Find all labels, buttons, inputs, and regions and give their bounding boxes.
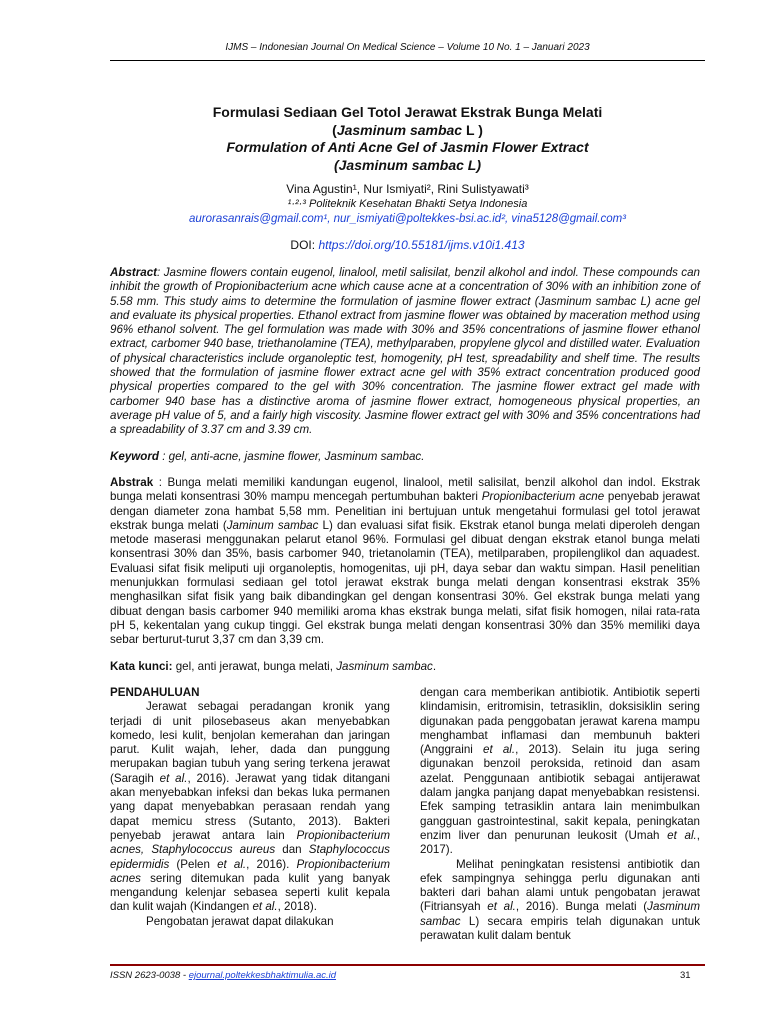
footer-issn: ISSN 2623-0038 - ejournal.poltekkesbhaktimulia.ac.id bbox=[110, 970, 337, 981]
keyword-text: : gel, anti-acne, jasmine flower, Jasminum sambac. bbox=[158, 450, 425, 463]
doi-line bbox=[110, 238, 705, 252]
author-names: Vina Agustin¹, Nur Ismiyati², Rini Sulistyawati³ bbox=[286, 182, 529, 196]
abstract-text: : Jasmine flowers contain eugenol, linalool, metil salisilat, benzil alkohol and indol. These compounds can inhibit the growth of Propionibacterium acne which cause acne at a concentration of 30% with an inhibition zone of 5.58 mm. This study aims to determine the formulation of jasmine flower extract (Jasminum sambac L) acne gel and evaluate its physical properties. Ethanol extract from jasmine flower was obtained by maceration method using 96% ethanol solvent. The gel formulation was made with 30% and 35% concentrations of jasmine flower ethanol extract, carbomer 940 base, triethanolamine (TEA), methylparaben, propylene glycol and distilled water. Evaluation of physical characteristics include organoleptic test, homogenity, pH test, spreadability and shelf time. The results showed that the formulation of jasmine flower extract acne gel with 35% extract concentration produced good physical properties compared to the gel with 30% concentration. The jasmine flower extract gel made with carbomer 940 base has a distinctive aroma of jasmine flower extract, homogeneous physical properties, an average pH value of 5, and a fairly high viscosity. Jasmine flower extract gel with 30% and 35% concentrations had a spreadability of 3.37 cm and 3.39 cm. bbox=[110, 266, 700, 437]
author-emails[interactable]: aurorasanrais@gmail.com¹, nur_ismiyati@poltekkes-bsi.ac.id², vina5128@gmail.com³ bbox=[188, 213, 627, 225]
author-block bbox=[110, 182, 705, 227]
title-line-1: Formulasi Sediaan Gel Totol Jerawat Ekstrak Bunga Melati bbox=[212, 104, 603, 120]
header-rule bbox=[110, 60, 705, 61]
title-line-4: (Jasminum sambac L) bbox=[333, 156, 482, 173]
paragraph: Melihat peningkatan resistensi antibiotik dan efek sampingnya sehingga perlu digunakan anti bakteri dari bahan alami untuk pengobatan jerawat (Fitriansyah et al., 2016). Bunga melati (Jasminum sambac L) secara empiris telah digunakan untuk perawatan kulit dalam bentuk bbox=[420, 857, 700, 943]
section-heading: PENDAHULUAN bbox=[110, 686, 200, 699]
keywords-indonesian: Kata kunci: gel, anti jerawat, bunga melati, Jasminum sambac. bbox=[110, 660, 437, 673]
title-line-3: Formulation of Anti Acne Gel of Jasmin Flower Extract bbox=[226, 139, 589, 155]
abstract-english bbox=[110, 266, 700, 438]
abstrak-label: Abstrak bbox=[110, 476, 154, 489]
body-column-right bbox=[420, 686, 700, 943]
kata-kunci-label: Kata kunci: bbox=[110, 660, 173, 673]
journal-link[interactable]: ejournal.poltekkesbhaktimulia.ac.id bbox=[188, 970, 337, 981]
paragraph: dengan cara memberikan antibiotik. Antibiotik seperti klindamisin, eritromisin, tetrasiklin, doksisiklin sering digunakan pada penggobatan jerawat karena mampu menghambat inflamasi dan membunuh bakteri (Anggraini et al., 2013). Selain itu juga sering digunakan benzoil peroksida, retinoid dan asam azelat. Penggunaan antibiotik sebagai antijerawat dalam jangka panjang dapat menyebabkan resistensi. Efek samping tetrasiklin antara lain menimbulkan gangguan gastrointestinal, sakit kepala, peningkatan enzim liver dan penurunan leukosit (Umah et al., 2017). bbox=[420, 686, 701, 857]
author-institution: ¹·²·³ Politeknik Kesehatan Bhakti Setya Indonesia bbox=[287, 198, 528, 210]
paragraph: Pengobatan jerawat dapat dilakukan bbox=[146, 914, 334, 928]
abstract-indonesian: Abstrak : Bunga melati memiliki kandungan eugenol, linalool, metil salisilat, benzil alkohol dan indol. Ekstrak bunga melati konsentrasi 30% mampu mencegah pertumbuhan bakteri Propionibacterium acne penyebab jerawat dengan diameter zona hambat 5,58 mm. Penelitian ini bertujuan untuk mengetahui formulasi gel totol jerawat ekstrak bunga melati (Jaminum sambac L) dan evaluasi sifat fisik. Ekstrak etanol bunga melati diperoleh dengan metode maserasi menggunakan pelarut etanol 96%. Formulasi gel dibuat dengan ekstrak etanol bunga melati konsentrasi 30% dan 35%, basis carbomer 940, trietanolamin (TEA), metilparaben, propilenglikol dan aquadest. Evaluasi sifat fisik meliputi uji organoleptis, homogenitas, uji pH, daya sebar dan waktu simpan. Hasil penelitian menunjukkan formulasi sediaan gel totol jerawat ekstrak bunga melati dengan konsentrasi ekstrak 35% menghasilkan sifat fisik yang baik dibandingkan gel dengan konsentrasi 30%. Gel ekstrak bunga melati yang dibuat dengan basis carbomer 940 memiliki aroma khas ekstrak bunga melati, sifat fisik homogen, nilai rata-rata pH 5, kekentalan yang cukup tinggi. Gel ekstrak bunga melati dengan konsentrasi 30% dan 35% memiliki daya sebar berturut-turut 3,37 cm dan 3,39 cm. bbox=[110, 476, 700, 647]
doi-link[interactable]: https://doi.org/10.55181/ijms.v10i1.413 bbox=[318, 238, 525, 252]
doi-label: DOI: bbox=[290, 238, 319, 252]
running-header: IJMS – Indonesian Journal On Medical Science – Volume 10 No. 1 – Januari 2023 bbox=[225, 42, 590, 53]
abstract-label: Abstract bbox=[110, 266, 158, 279]
paper-title bbox=[110, 104, 705, 174]
title-line-2: (Jasminum sambac L ) bbox=[332, 121, 483, 138]
keyword-label: Keyword bbox=[110, 450, 159, 463]
body-column-left bbox=[110, 686, 390, 929]
paragraph: Jerawat sebagai peradangan kronik yang terjadi di unit pilosebaseus akan menyebabkan komedo, lesi kulit, benjolan kemerahan dan jaringan parut. Kulit wajah, leher, dada dan punggung merupakan bagian tubuh yang sering terkena jerawat (Saragih et al., 2016). Jerawat yang tidak ditangani akan menyebabkan infeksi dan bekas luka permanen yang dapat menyebabkan perasaan rendah yang dapat memicu stress (Sutanto, 2013). Bakteri penyebab jerawat antara lain Propionibacterium acnes, Staphylococcus aureus dan Staphylococcus epidermidis (Pelen et al., 2016). Propionibacterium acnes sering ditemukan pada kulit yang banyak mengandung kelenjar sebasea seperti kulit kepala dan kulit wajah (Kindangen et al., 2018). bbox=[110, 700, 391, 914]
keywords-english bbox=[110, 450, 700, 463]
footer-rule bbox=[110, 964, 705, 966]
page-number: 31 bbox=[680, 970, 691, 981]
